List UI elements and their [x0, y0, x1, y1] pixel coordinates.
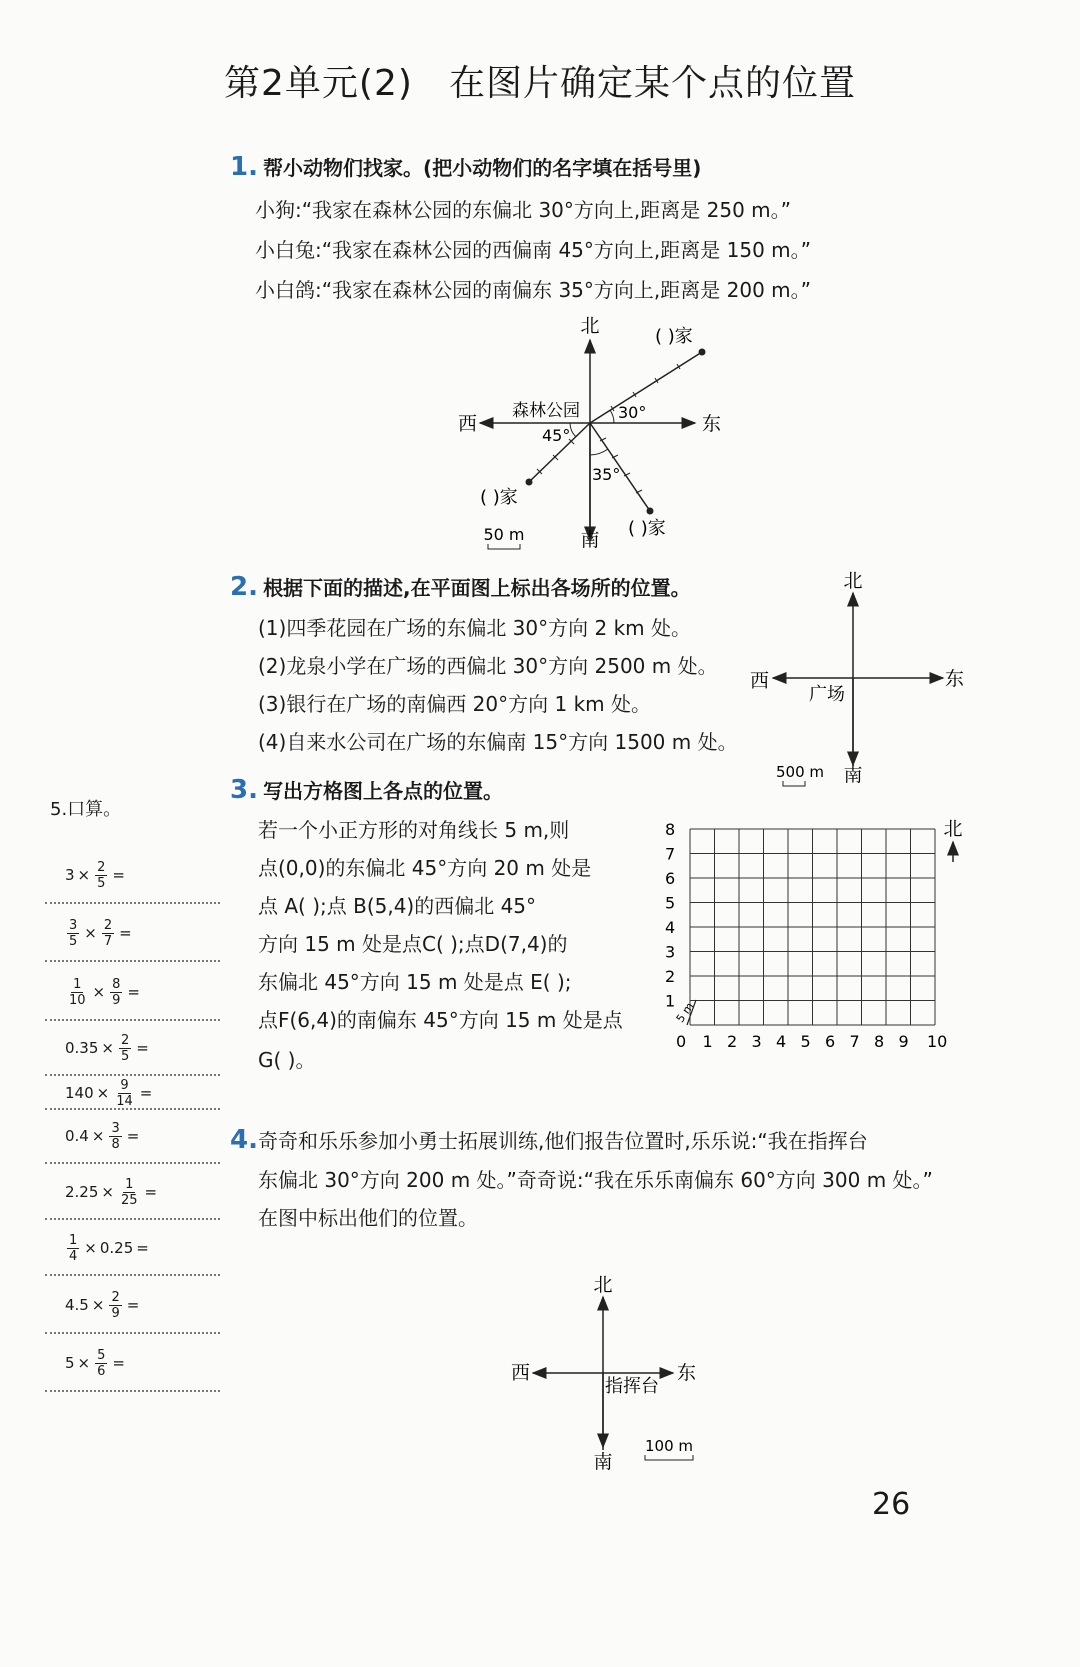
- q3-grid: [660, 810, 980, 1060]
- arc-35: [590, 449, 608, 455]
- west-label: 西: [750, 670, 770, 692]
- scale-label: 100 m: [644, 1437, 694, 1455]
- home-point-se: [647, 508, 654, 515]
- arc-30: [610, 410, 614, 423]
- y-tick-label: 5: [665, 893, 676, 913]
- side-title: 5.口算。: [50, 799, 122, 820]
- q2-line-3: (3)银行在广场的南偏西 20°方向 1 km 处。: [258, 692, 651, 716]
- math-text: ×: [84, 924, 97, 942]
- math-text: 140: [65, 1084, 94, 1102]
- math-text: ×: [77, 1354, 91, 1372]
- question-1-header: [230, 152, 701, 182]
- y-tick-label: 3: [665, 942, 676, 962]
- y-tick-label: 7: [665, 844, 676, 864]
- center-label: 指挥台: [605, 1376, 659, 1397]
- math-text: =: [112, 866, 125, 884]
- question-title: 帮小动物们找家。(把小动物们的名字填在括号里): [263, 156, 702, 180]
- fraction: $\frac{8}{9}$: [112, 976, 121, 1008]
- question-2-header: [230, 572, 691, 602]
- math-text: =: [144, 1183, 158, 1201]
- question-number: 1.: [230, 152, 258, 182]
- q3-line-3: 点 A( );点 B(5,4)的西偏北 45°: [258, 894, 537, 918]
- west-label: 西: [511, 1362, 531, 1384]
- q4-text-1: 奇奇和乐乐参加小勇士拓展训练,他们报告位置时,乐乐说:“我在指挥台: [257, 1129, 868, 1153]
- x-axis-labels: [676, 1032, 947, 1051]
- math-text: 4.5: [65, 1296, 89, 1314]
- page-number: 26: [872, 1487, 911, 1522]
- q4-line-2: 东偏北 30°方向 200 m 处。”奇奇说:“我在乐乐南偏东 60°方向 300 m 处。”: [258, 1168, 933, 1192]
- angle-35-label: 35°: [592, 465, 621, 484]
- x-tick-label: 4: [776, 1032, 787, 1051]
- x-tick-label: 0: [676, 1032, 687, 1051]
- center-label: 广场: [809, 684, 845, 705]
- fraction: $\frac{2}{9}$: [111, 1289, 120, 1321]
- south-label: 南: [593, 1451, 613, 1473]
- mental-math-item: [45, 1110, 220, 1164]
- math-text: ×: [101, 1183, 114, 1201]
- fraction: $\frac{3}{5}$: [69, 917, 78, 949]
- grid-lines: [690, 829, 935, 1025]
- q3-line-6: 点F(6,4)的南偏东 45°方向 15 m 处是点: [258, 1008, 623, 1032]
- mental-math-item: [45, 1336, 220, 1392]
- math-text: ×: [91, 1127, 105, 1145]
- math-text: 0.35: [65, 1039, 99, 1057]
- question-number: 3.: [230, 775, 258, 805]
- question-3-header: [230, 775, 503, 805]
- math-text: ×: [92, 983, 106, 1001]
- question-number: 2.: [230, 572, 258, 602]
- fraction: $\frac{1}{4}$: [69, 1232, 78, 1264]
- mental-math-item: [45, 1166, 220, 1220]
- math-text: =: [127, 983, 140, 1001]
- q1-line-1: 小狗:“我家在森林公园的东偏北 30°方向上,距离是 250 m。”: [255, 198, 791, 222]
- math-text: =: [126, 1127, 140, 1145]
- home-point-ne: [699, 349, 706, 356]
- x-tick-label: 7: [849, 1032, 860, 1051]
- mental-math-item: [45, 1078, 220, 1110]
- math-text: ×: [96, 1084, 110, 1102]
- fraction: $\frac{3}{8}$: [111, 1120, 120, 1152]
- fraction: $\frac{5}{6}$: [97, 1347, 106, 1379]
- north-label: 北: [580, 315, 600, 337]
- unit-label: 第2单元(2): [224, 63, 413, 104]
- mental-math-item: [45, 1278, 220, 1334]
- q2-line-2: (2)龙泉小学在广场的西偏北 30°方向 2500 m 处。: [258, 654, 718, 678]
- math-text: ×: [84, 1239, 97, 1257]
- question-number: 4.: [230, 1125, 258, 1155]
- math-text: ×: [101, 1039, 114, 1057]
- q2-line-1: (1)四季花园在广场的东偏北 30°方向 2 km 处。: [258, 616, 691, 640]
- math-text: ×: [91, 1296, 105, 1314]
- math-text: =: [139, 1084, 153, 1102]
- q4-compass-diagram: [495, 1265, 735, 1485]
- math-text: =: [112, 1354, 125, 1372]
- q3-line-7: G( )。: [258, 1048, 316, 1072]
- q1-compass-diagram: [440, 310, 780, 555]
- math-text: =: [136, 1239, 149, 1257]
- scale-bar: [645, 1455, 693, 1460]
- fraction: $\frac{9}{14}$: [116, 1077, 133, 1109]
- scale-bar: [783, 781, 805, 786]
- y-tick-label: 1: [665, 991, 676, 1011]
- mental-math-item: [45, 1022, 220, 1076]
- scale-label: 500 m: [775, 763, 825, 781]
- east-label: 东: [677, 1362, 697, 1384]
- fraction: $\frac{2}{5}$: [97, 859, 106, 891]
- scale-label: 50 m: [483, 525, 525, 544]
- x-tick-label: 1: [702, 1032, 713, 1051]
- question-title: 写出方格图上各点的位置。: [263, 779, 504, 803]
- math-text: 5: [65, 1354, 75, 1372]
- question-title: 根据下面的描述,在平面图上标出各场所的位置。: [263, 576, 691, 600]
- math-text: =: [136, 1039, 149, 1057]
- mental-math-item: [45, 906, 220, 962]
- east-label: 东: [702, 413, 722, 435]
- math-text: =: [126, 1296, 140, 1314]
- q1-line-2: 小白兔:“我家在森林公园的西偏南 45°方向上,距离是 150 m。”: [255, 238, 811, 262]
- topic-label: 在图片确定某个点的位置: [448, 63, 856, 104]
- math-text: 2.25: [65, 1183, 99, 1201]
- west-label: 西: [458, 413, 478, 435]
- fraction: $\frac{2}{5}$: [120, 1032, 130, 1064]
- north-label: 北: [593, 1274, 613, 1296]
- home-label-se: ( )家: [628, 518, 666, 539]
- scale-bar: [488, 544, 520, 549]
- q4-line-3: 在图中标出他们的位置。: [258, 1206, 478, 1230]
- y-tick-label: 6: [665, 869, 676, 888]
- x-tick-label: 2: [727, 1032, 738, 1051]
- q4-line-1: [230, 1120, 868, 1161]
- fraction: $\frac{1}{25}$: [120, 1176, 138, 1208]
- q2-line-4: (4)自来水公司在广场的东偏南 15°方向 1500 m 处。: [258, 730, 738, 754]
- y-tick-label: 8: [665, 820, 676, 839]
- arc-45: [570, 423, 576, 437]
- q3-line-4: 方向 15 m 处是点C( );点D(7,4)的: [258, 932, 568, 956]
- x-tick-label: 8: [874, 1032, 885, 1051]
- math-text: 0.4: [65, 1127, 89, 1145]
- mental-math-item: [45, 965, 220, 1021]
- home-label-ne: ( )家: [655, 326, 693, 347]
- x-tick-label: 10: [927, 1032, 948, 1051]
- math-text: 3: [65, 866, 75, 884]
- south-label: 南: [843, 764, 863, 786]
- home-label-sw: ( )家: [480, 487, 518, 508]
- x-tick-label: 9: [898, 1032, 909, 1051]
- x-tick-label: 6: [825, 1032, 836, 1051]
- south-label: 南: [580, 529, 600, 551]
- home-point-sw: [526, 479, 533, 486]
- fraction: $\frac{1}{10}$: [69, 976, 86, 1008]
- q1-line-3: 小白鸽:“我家在森林公园的南偏东 35°方向上,距离是 200 m。”: [255, 278, 811, 302]
- q2-compass-diagram: [745, 565, 975, 795]
- mental-math-item: [45, 1222, 220, 1276]
- q3-line-2: 点(0,0)的东偏北 45°方向 20 m 处是: [258, 856, 592, 880]
- q3-line-5: 东偏北 45°方向 15 m 处是点 E( );: [258, 970, 572, 994]
- math-text: ×: [77, 866, 91, 884]
- math-text: =: [119, 924, 132, 942]
- north-label: 北: [943, 818, 963, 840]
- q3-line-1: 若一个小正方形的对角线长 5 m,则: [258, 818, 570, 842]
- angle-30-label: 30°: [618, 403, 647, 422]
- page-title: [0, 55, 1080, 106]
- diagonal-label: 5 m: [673, 1000, 697, 1025]
- math-text: 0.25: [99, 1239, 134, 1257]
- y-axis-labels: [665, 820, 675, 1011]
- north-label: 北: [843, 570, 863, 592]
- mental-math-item: [45, 848, 220, 904]
- angle-45-label: 45°: [542, 426, 571, 445]
- center-label: 森林公园: [512, 401, 580, 421]
- y-tick-label: 4: [665, 918, 676, 937]
- x-tick-label: 3: [751, 1032, 762, 1051]
- x-tick-label: 5: [800, 1032, 811, 1051]
- east-label: 东: [945, 668, 965, 690]
- fraction: $\frac{2}{7}$: [103, 917, 113, 949]
- y-tick-label: 2: [665, 967, 676, 986]
